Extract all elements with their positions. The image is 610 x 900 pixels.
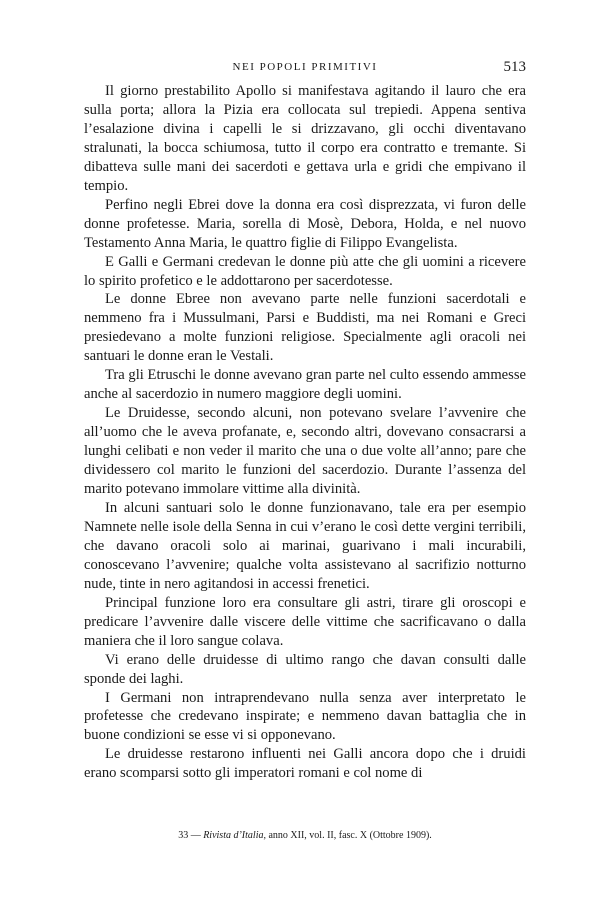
paragraph-galli-germani: E Galli e Germani credevan le donne più atte che gli uomini a ricevere lo spirito profetico e le addottarono per sacerdotesse. [84, 253, 526, 289]
paragraph-ultimo-rango: Vi erano delle druidesse di ultimo rango che davan consulti dalle sponde dei laghi. [84, 651, 526, 687]
paragraph-germani: I Germani non intraprendevano nulla senza aver interpretato le profetesse che credevano inspirate; e nemmeno davan battaglia che in buone condizioni se esse vi si opponevano. [84, 689, 526, 744]
running-head [84, 57, 526, 77]
paragraph-pizia: Il giorno prestabilito Apollo si manifestava agitando il lauro che era sulla porta; allora la Pizia era collocata sul trepiedi. Appena sentiva l’esalazione divina i capelli le si drizzavano, gli occhi diventavano stralunati, la bocca schiumosa, tutto il corpo era contratto e tremante. Si dibatteva sulle mani dei sacerdoti e gettava urla e gridi che empivano il tempio. [84, 83, 526, 194]
paragraph-druidesse: Le Druidesse, secondo alcuni, non potevano svelare l’avvenire che all’uomo che le aveva profanate, e, secondo altri, dovevano consacrarsi a lunghi celibati e non veder il marito che una o due volte all’anno; pare che dividessero col marito le funzioni del sacerdozio. Durante l’assenza del marito potevano immolare vittime alla divinità. [84, 405, 526, 498]
footer-issue-details: anno XII, vol. II, fasc. X (Ottobre 1909). [268, 830, 432, 841]
running-title: NEI POPOLI PRIMITIVI [232, 61, 378, 73]
footer-signature-line [84, 829, 526, 843]
paragraph-funzione: Principal funzione loro era consultare gli astri, tirare gli oroscopi e predicare l’avvenire dalle viscere delle vittime che sacrificavano o dalla maniera che il loro sangue colava. [84, 594, 526, 649]
footer-journal-title: Rivista d’Italia, [203, 830, 266, 841]
paragraph-santuari: In alcuni santuari solo le donne funzionavano, tale era per esempio Namnete nelle isole della Senna in cui v’erano le così dette vergini terribili, che davano oracoli solo ai marinai, guarivano i mali incurabili, conoscevano l’avvenire; qualche volta assistevano al sacrifizio notturno nude, tinte in nero agitandosi in accessi frenetici. [84, 499, 526, 592]
page-number: 513 [503, 59, 526, 75]
paragraph-druidesse-galli: Le druidesse restarono influenti nei Galli ancora dopo che i druidi erano scomparsi sotto gli imperatori romani e col nome di [84, 746, 526, 782]
body-text [84, 82, 526, 783]
paragraph-ebrei: Perfino negli Ebrei dove la donna era così disprezzata, vi furon delle donne profetesse. Maria, sorella di Mosè, Debora, Holda, e nel nuovo Testamento Anna Maria, le quattro figlie di Filippo Evangelista. [84, 196, 526, 251]
footer-signature-mark: 33 — [178, 830, 201, 841]
paragraph-etruschi: Tra gli Etruschi le donne avevano gran parte nel culto essendo ammesse anche al sacerdozio in numero maggiore degli uomini. [84, 367, 526, 403]
paragraph-donne-ebree: Le donne Ebree non avevano parte nelle funzioni sacerdotali e nemmeno fra i Mussulmani, Parsi e Buddisti, ma nei Romani e Greci presiedevano a molte funzioni religiose. Specialmente agli oracoli nei santuari le donne eran le Vestali. [84, 291, 526, 365]
